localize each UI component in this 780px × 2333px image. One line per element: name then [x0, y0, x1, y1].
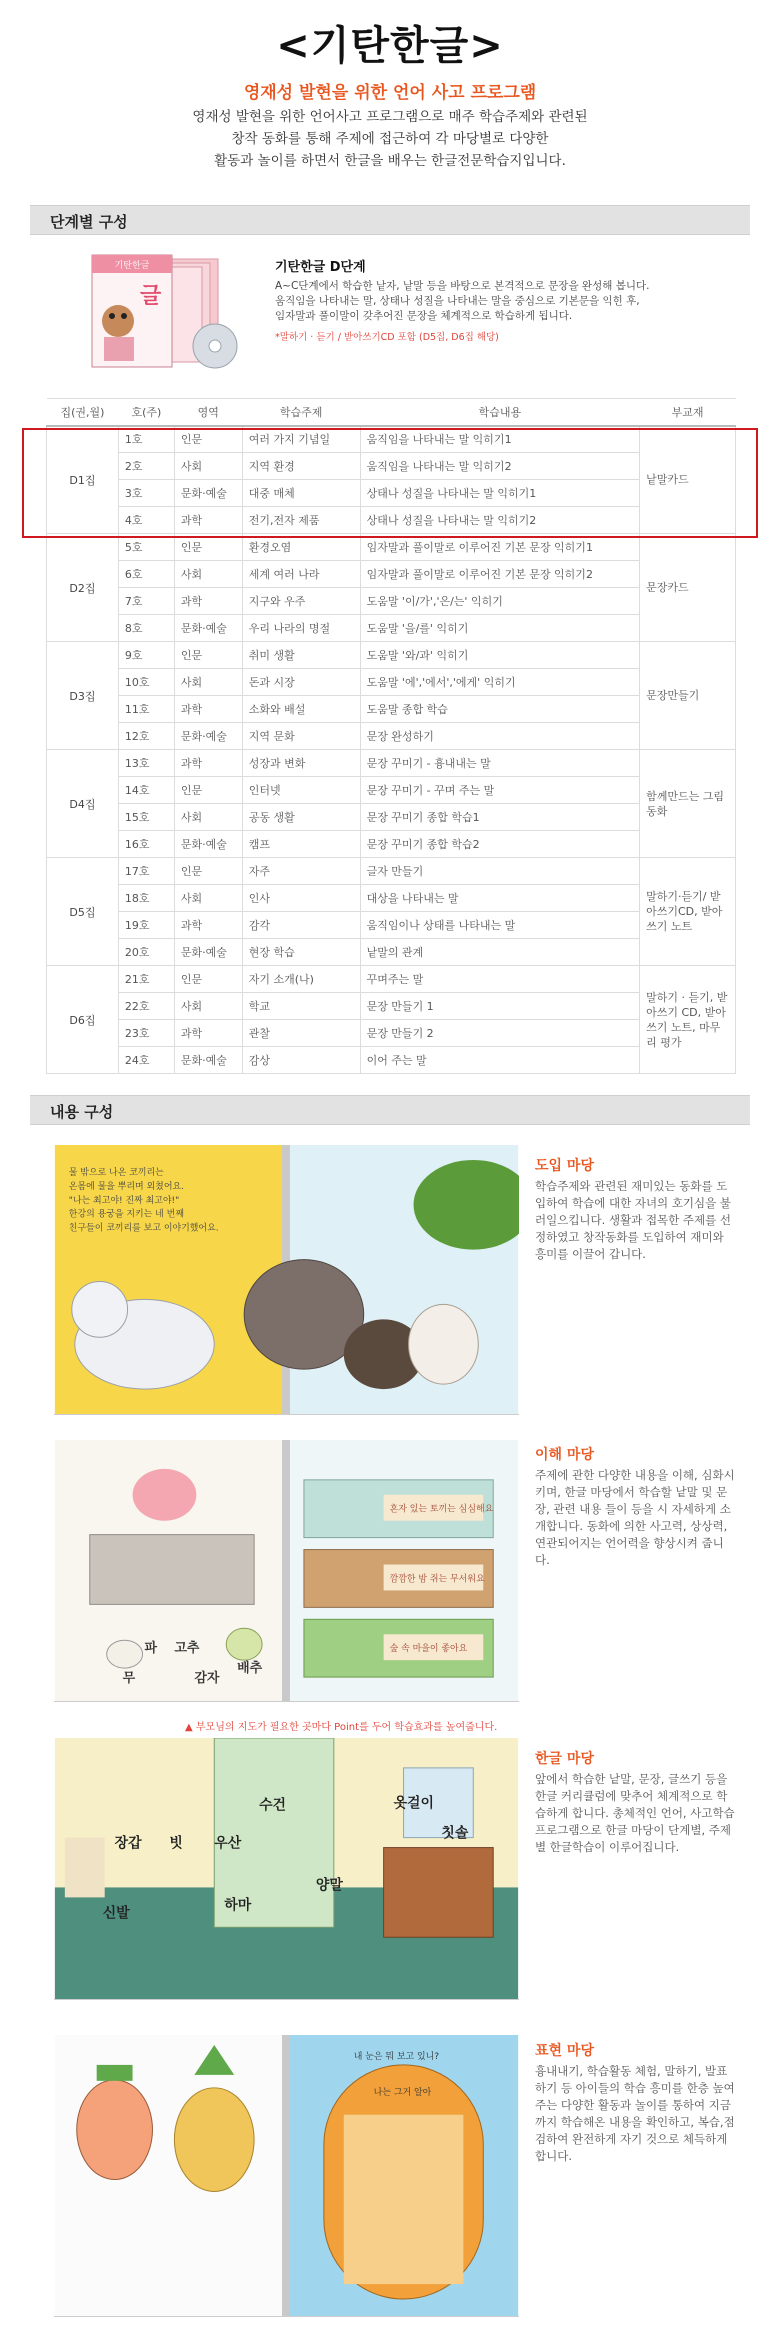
topic-cell: 학교 [242, 993, 360, 1020]
week-cell: 22호 [118, 993, 174, 1020]
table-row [47, 939, 736, 966]
volume-cell: D2집 [47, 534, 119, 642]
topic-cell: 인사 [242, 885, 360, 912]
story-line: 물 밖으로 나온 코끼리는 [68, 1167, 164, 1178]
week-cell: 19호 [118, 912, 174, 939]
room-label: 옷걸이 [393, 1795, 434, 1812]
support-cell: 문장카드 [640, 534, 736, 642]
area-cell: 인문 [174, 534, 242, 561]
week-cell: 13호 [118, 750, 174, 777]
volume-cell: D5집 [47, 858, 119, 966]
content-cell: 움직임을 나타내는 말 익히기2 [360, 453, 640, 480]
week-cell: 9호 [118, 642, 174, 669]
panel-title: 한글 마당 [535, 1751, 594, 1767]
table-row [47, 642, 736, 669]
table-row [47, 588, 736, 615]
topic-cell: 인터넷 [242, 777, 360, 804]
table-row [47, 507, 736, 534]
area-cell: 사회 [174, 885, 242, 912]
book-info [275, 256, 745, 343]
area-cell: 과학 [174, 1020, 242, 1047]
card-text: 깜깜한 밤 쥐는 무서워요 [389, 1574, 485, 1585]
table-header-row [47, 399, 736, 426]
area-cell: 인문 [174, 966, 242, 993]
topic-cell: 자주 [242, 858, 360, 885]
panel-title: 도입 마당 [535, 1158, 594, 1174]
table-row [47, 561, 736, 588]
topic-cell: 감상 [242, 1047, 360, 1074]
area-cell: 문화·예술 [174, 939, 242, 966]
svg-text:글: 글 [140, 284, 162, 309]
content-cell: 문장 꾸미기 종합 학습2 [360, 831, 640, 858]
content-cell: 임자말과 풀이말로 이루어진 기본 문장 익히기1 [360, 534, 640, 561]
topic-cell: 성장과 변화 [242, 750, 360, 777]
area-cell: 사회 [174, 561, 242, 588]
area-cell: 문화·예술 [174, 723, 242, 750]
panel-body: 주제에 관한 다양한 내용을 이해, 심화시키며, 한글 마당에서 학습할 낱말 및 문장, 관련 내용 들이 등을 시 자세하게 소개합니다. 동화에 의한 사고력, 상상력, 연관되어지는 언어력을 향상시켜 줍니다. [535, 1468, 735, 1567]
header-volume: 집(권,월) [47, 399, 119, 426]
content-cell: 상태나 성질을 나타내는 말 익히기2 [360, 507, 640, 534]
week-cell: 18호 [118, 885, 174, 912]
table-row [47, 777, 736, 804]
table-row [47, 615, 736, 642]
week-cell: 15호 [118, 804, 174, 831]
content-cell: 임자말과 풀이말로 이루어진 기본 문장 익히기2 [360, 561, 640, 588]
area-cell: 과학 [174, 750, 242, 777]
area-cell: 사회 [174, 804, 242, 831]
topic-cell: 우리 나라의 명절 [242, 615, 360, 642]
food-label: 파 [144, 1641, 158, 1657]
cover-label: 기탄한글 [114, 261, 150, 271]
topic-cell: 취미 생활 [242, 642, 360, 669]
content-cell: 글자 만들기 [360, 858, 640, 885]
room-label: 수건 [259, 1797, 287, 1814]
bubble-text: 내 눈은 뭐 보고 있니? [353, 2051, 440, 2062]
room-label: 장갑 [114, 1835, 142, 1852]
book-description [275, 279, 745, 324]
week-cell: 2호 [118, 453, 174, 480]
header-topic: 학습주제 [242, 399, 360, 426]
card-text: 혼자 있는 토끼는 심심해요 [389, 1504, 494, 1515]
story-line: 온몸에 물을 뿌리며 외쳤어요. [68, 1181, 184, 1192]
topic-cell: 현장 학습 [242, 939, 360, 966]
content-cell: 문장 꾸미기 종합 학습1 [360, 804, 640, 831]
hangul-room-illustration [54, 1738, 519, 2000]
room-label: 빗 [169, 1835, 183, 1852]
area-cell: 과학 [174, 588, 242, 615]
area-cell: 인문 [174, 858, 242, 885]
week-cell: 21호 [118, 966, 174, 993]
week-cell: 4호 [118, 507, 174, 534]
story-line: 한강의 용궁을 지키는 네 번째 [68, 1209, 184, 1220]
area-cell: 인문 [174, 642, 242, 669]
area-cell: 과학 [174, 696, 242, 723]
table-row [47, 831, 736, 858]
panel-body: 흉내내기, 학습활동 체험, 말하기, 발표하기 등 아이들의 학습 흥미를 한층 높여주는 다양한 활동과 놀이를 통하여 지금까지 학습해온 내용을 확인하고, 복습,점검하여 완전하게 자기 것으로 체득하게 합니다. [535, 2064, 735, 2163]
content-cell: 문장 만들기 1 [360, 993, 640, 1020]
topic-cell: 소화와 배설 [242, 696, 360, 723]
area-cell: 문화·예술 [174, 615, 242, 642]
topic-cell: 지역 문화 [242, 723, 360, 750]
area-cell: 인문 [174, 777, 242, 804]
week-cell: 12호 [118, 723, 174, 750]
table-row [47, 426, 736, 453]
section-header-structure [30, 205, 750, 235]
curriculum-table [46, 398, 736, 1074]
header-support: 부교재 [640, 399, 736, 426]
week-cell: 17호 [118, 858, 174, 885]
area-cell: 과학 [174, 912, 242, 939]
story-line: "나는 최고야! 진짜 최고야!" [68, 1195, 180, 1206]
table-row [47, 669, 736, 696]
week-cell: 6호 [118, 561, 174, 588]
week-cell: 7호 [118, 588, 174, 615]
content-cell: 도움말 '을/를' 익히기 [360, 615, 640, 642]
week-cell: 5호 [118, 534, 174, 561]
area-cell: 사회 [174, 993, 242, 1020]
food-label: 감자 [194, 1671, 220, 1687]
book-desc-line: 움직임을 나타내는 말, 상태나 성질을 나타내는 말을 중심으로 기본문을 익힌 후, [275, 295, 640, 307]
volume-cell: D4집 [47, 750, 119, 858]
page-title: <기탄한글> [276, 23, 504, 69]
story-line: 친구들이 코끼리를 보고 이야기했어요. [68, 1223, 219, 1234]
food-label: 배추 [237, 1661, 263, 1677]
card-text: 숲 속 마을이 좋아요 [389, 1644, 468, 1655]
table-row [47, 696, 736, 723]
content-cell: 문장 만들기 2 [360, 1020, 640, 1047]
table-row [47, 885, 736, 912]
week-cell: 10호 [118, 669, 174, 696]
table-row [47, 993, 736, 1020]
content-cell: 도움말 '에','에서','에게' 익히기 [360, 669, 640, 696]
week-cell: 23호 [118, 1020, 174, 1047]
header-content: 학습내용 [360, 399, 640, 426]
volume-cell: D1집 [47, 426, 119, 534]
section-header-content [30, 1095, 750, 1125]
table-row [47, 1047, 736, 1074]
table-row [47, 966, 736, 993]
intro-line: 창작 동화를 통해 주제에 접근하여 각 마당별로 다양한 [231, 131, 549, 147]
bubble-text: 나는 그거 알아 [373, 2087, 432, 2098]
book-desc-line: 임자말과 풀이말이 갖추어진 문장을 체계적으로 학습하게 됩니다. [275, 310, 573, 322]
book-cover-image [90, 251, 255, 373]
table-row [47, 480, 736, 507]
expression-illustration [54, 2035, 519, 2317]
content-cell: 문장 꾸미기 - 꾸며 주는 말 [360, 777, 640, 804]
week-cell: 1호 [118, 426, 174, 453]
point-caption: ▲ 부모님의 지도가 필요한 곳마다 Point를 두어 학습효과를 높여줍니다. [185, 1722, 498, 1733]
panel-body: 학습주제와 관련된 재미있는 동화를 도입하여 학습에 대한 자녀의 호기심을 불러일으킵니다. 생활과 접목한 주제를 선정하였고 창작동화를 도입하여 재미와 흥미를 이끌어 갑니다. [535, 1179, 732, 1261]
table-row [47, 1020, 736, 1047]
topic-cell: 대중 매체 [242, 480, 360, 507]
topic-cell: 전기,전자 제품 [242, 507, 360, 534]
table-row [47, 912, 736, 939]
table-row [47, 750, 736, 777]
panel-title: 표현 마당 [535, 2043, 594, 2059]
area-cell: 과학 [174, 507, 242, 534]
content-cell: 도움말 종합 학습 [360, 696, 640, 723]
table-row [47, 453, 736, 480]
week-cell: 24호 [118, 1047, 174, 1074]
topic-cell: 지역 환경 [242, 453, 360, 480]
topic-cell: 세계 여러 나라 [242, 561, 360, 588]
intro-story-illustration [54, 1145, 519, 1415]
panel-title: 이해 마당 [535, 1447, 594, 1463]
area-cell: 사회 [174, 669, 242, 696]
room-label: 우산 [214, 1835, 242, 1852]
topic-cell: 여러 가지 기념일 [242, 426, 360, 453]
area-cell: 문화·예술 [174, 831, 242, 858]
area-cell: 문화·예술 [174, 1047, 242, 1074]
content-cell: 상태나 성질을 나타내는 말 익히기1 [360, 480, 640, 507]
table-row [47, 858, 736, 885]
topic-cell: 지구와 우주 [242, 588, 360, 615]
topic-cell: 자기 소개(나) [242, 966, 360, 993]
content-cell: 문장 꾸미기 - 흉내내는 말 [360, 750, 640, 777]
topic-cell: 돈과 시장 [242, 669, 360, 696]
topic-cell: 감각 [242, 912, 360, 939]
section-title: 내용 구성 [50, 1103, 114, 1121]
book-desc-line: A~C단계에서 학습한 낱자, 낱말 등을 바탕으로 본격적으로 문장을 완성해 봅니다. [275, 280, 650, 292]
table-row [47, 804, 736, 831]
content-cell: 이어 주는 말 [360, 1047, 640, 1074]
area-cell: 사회 [174, 453, 242, 480]
volume-cell: D3집 [47, 642, 119, 750]
content-cell: 도움말 '이/가','은/는' 익히기 [360, 588, 640, 615]
week-cell: 11호 [118, 696, 174, 723]
support-cell: 낱말카드 [640, 426, 736, 534]
header-week: 호(주) [118, 399, 174, 426]
table-row [47, 534, 736, 561]
week-cell: 8호 [118, 615, 174, 642]
intro-subtitle: 영재성 발현을 위한 언어 사고 프로그램 [243, 83, 537, 103]
book-title: 기탄한글 D단계 [275, 260, 366, 275]
topic-cell: 환경오염 [242, 534, 360, 561]
panel-body: 앞에서 학습한 낱말, 문장, 글쓰기 등을 한글 커리큘럼에 맞추어 체계적으로 학습하게 합니다. 총체적인 언어, 사고학습 프로그램으로 한글 마당이 단계별, 주제별 한글학습이 이루어집니다. [535, 1772, 735, 1854]
content-cell: 낱말의 관계 [360, 939, 640, 966]
book-note: *말하기 · 듣기 / 받아쓰기CD 포함 (D5집, D6집 해당) [275, 332, 499, 343]
content-cell: 꾸며주는 말 [360, 966, 640, 993]
support-cell: 문장만들기 [640, 642, 736, 750]
content-cell: 움직임을 나타내는 말 익히기1 [360, 426, 640, 453]
support-cell: 말하기·듣기/ 받아쓰기CD, 받아쓰기 노트 [640, 858, 736, 966]
header-area: 영역 [174, 399, 242, 426]
content-cell: 움직임이나 상태를 나타내는 말 [360, 912, 640, 939]
week-cell: 3호 [118, 480, 174, 507]
area-cell: 인문 [174, 426, 242, 453]
section-title: 단계별 구성 [50, 213, 128, 231]
week-cell: 16호 [118, 831, 174, 858]
room-label: 신발 [102, 1905, 130, 1922]
support-cell: 말하기 · 듣기, 받아쓰기 CD, 받아쓰기 노트, 마무리 평가 [640, 966, 736, 1074]
volume-cell: D6집 [47, 966, 119, 1074]
understanding-illustration [54, 1440, 519, 1702]
room-label: 양말 [315, 1877, 343, 1894]
room-label: 칫솔 [441, 1825, 469, 1842]
week-cell: 20호 [118, 939, 174, 966]
support-cell: 함께만드는 그림동화 [640, 750, 736, 858]
intro-description [120, 106, 660, 172]
table-row [47, 723, 736, 750]
intro-line: 활동과 놀이를 하면서 한글을 배우는 한글전문학습지입니다. [214, 153, 566, 169]
topic-cell: 캠프 [242, 831, 360, 858]
content-cell: 도움말 '와/과' 익히기 [360, 642, 640, 669]
food-label: 무 [122, 1671, 136, 1687]
content-cell: 대상을 나타내는 말 [360, 885, 640, 912]
room-label: 하마 [224, 1897, 252, 1914]
area-cell: 문화·예술 [174, 480, 242, 507]
content-cell: 문장 완성하기 [360, 723, 640, 750]
topic-cell: 관찰 [242, 1020, 360, 1047]
intro-line: 영재성 발현을 위한 언어사고 프로그램으로 매주 학습주제와 관련된 [192, 109, 588, 125]
week-cell: 14호 [118, 777, 174, 804]
food-label: 고추 [174, 1641, 200, 1657]
topic-cell: 공동 생활 [242, 804, 360, 831]
